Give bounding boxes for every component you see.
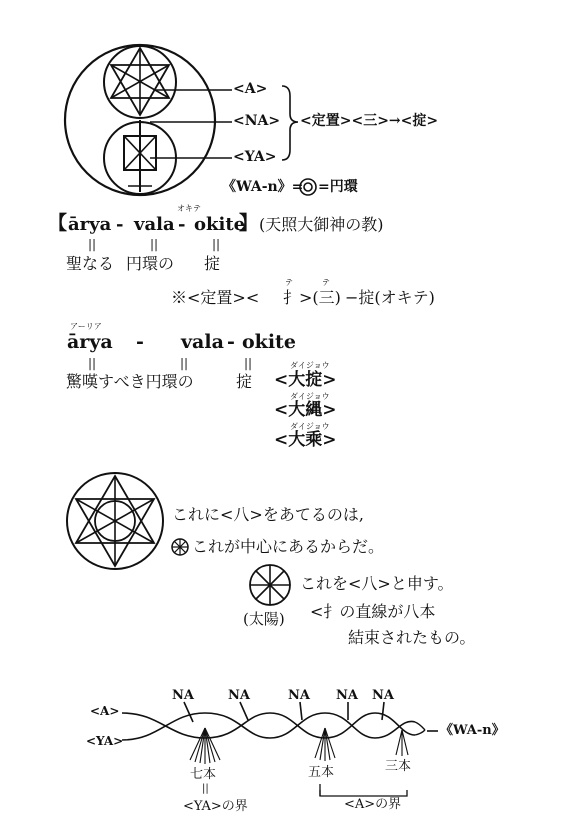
jp-law: 掟 xyxy=(204,254,221,273)
option-daijo-rope: <大縄> xyxy=(274,400,337,420)
jp-law-2: 掟 xyxy=(236,372,253,391)
note-mark: ※<定置>< xyxy=(171,288,260,307)
ruby-daijo-1: ダイジョウ xyxy=(290,361,330,370)
wa-n-equals: 《WA-n》= xyxy=(222,179,304,195)
option-daijo-law: <大掟> xyxy=(274,370,337,390)
equals-2c: || xyxy=(244,356,253,370)
small-sun-icon xyxy=(172,539,188,555)
open-bracket: 【 xyxy=(48,212,68,234)
word-arya-2: ārya xyxy=(67,331,113,353)
word-vala-2: vala xyxy=(181,331,224,353)
equals-1a: || xyxy=(88,237,97,251)
rope-seven: 七本 xyxy=(190,767,217,782)
brace-text: <定置><三>→<掟> xyxy=(300,113,439,129)
ruby-daijo-2: ダイジョウ xyxy=(290,392,330,401)
jp-sacred: 聖なる xyxy=(66,254,115,273)
dash-1b: - xyxy=(178,214,186,235)
rope-na-1: NA xyxy=(172,688,194,703)
ruby-okite: オキテ xyxy=(177,204,201,213)
ruby-daijo-3: ダイジョウ xyxy=(290,422,330,431)
rope-three: 三本 xyxy=(385,759,412,774)
rope-ya-realm: <YA>の界 xyxy=(183,799,248,814)
rope-na-4: NA xyxy=(336,688,358,703)
rope-label-ya: <YA> xyxy=(86,734,124,748)
close-bracket: 】 xyxy=(239,212,259,234)
note-char-te: 扌 xyxy=(283,288,300,307)
sun-caption: (太陽) xyxy=(243,610,285,628)
sun-text-1: これを<八>と申す。 xyxy=(300,574,454,593)
note-mid: >(三) xyxy=(299,288,341,307)
equals-1c: || xyxy=(212,237,221,251)
label-a: <A> xyxy=(233,81,268,97)
dash-2a: - xyxy=(136,331,144,353)
rope-five: 五本 xyxy=(308,765,335,780)
hexagram-circle-figure xyxy=(67,473,163,569)
rope-na-3: NA xyxy=(288,688,310,703)
option-daijo-vehicle: <大乘> xyxy=(274,430,337,450)
sun-text-3: 結束されたもの。 xyxy=(348,628,476,647)
rope-na-5: NA xyxy=(372,688,394,703)
word-arya-1: ārya xyxy=(68,214,112,235)
amaterasu-paren: (天照大御神の教) xyxy=(259,215,384,234)
equals-2b: || xyxy=(180,356,189,370)
label-ya: <YA> xyxy=(233,149,277,165)
jp-wondrous-ring: 驚嘆すべき円環の xyxy=(66,372,194,391)
dash-1a: - xyxy=(116,214,124,235)
word-okite-1: okite xyxy=(194,214,246,235)
equals-1b: || xyxy=(150,237,159,251)
word-vala-1: vala xyxy=(134,214,175,235)
star-text-2: これが中心にあるからだ。 xyxy=(192,537,385,556)
rope-seven-equals: || xyxy=(202,783,209,794)
rope-label-a: <A> xyxy=(90,704,120,718)
jp-ring: 円環の xyxy=(126,254,175,273)
note-ruby-2: テ xyxy=(322,278,330,287)
circle-ring-label: =円環 xyxy=(318,179,358,195)
dash-2b: - xyxy=(227,331,235,353)
rope-diagram xyxy=(122,702,438,796)
label-na: <NA> xyxy=(233,113,281,129)
sun-text-2: <扌の直線が八本 xyxy=(310,602,436,621)
note-tail: −掟(オキテ) xyxy=(345,288,435,307)
note-ruby-1: テ xyxy=(285,278,293,287)
rope-a-realm: <A>の界 xyxy=(344,797,402,812)
word-okite-2: okite xyxy=(242,331,296,353)
star-text-1: これに<八>をあてるのは, xyxy=(172,505,364,524)
rope-wa-n: 《WA-n》 xyxy=(440,723,505,738)
rope-na-2: NA xyxy=(228,688,250,703)
sun-eight-lines-figure xyxy=(250,565,290,605)
equals-2a: || xyxy=(88,356,97,370)
ruby-arya: アーリア xyxy=(70,322,102,331)
